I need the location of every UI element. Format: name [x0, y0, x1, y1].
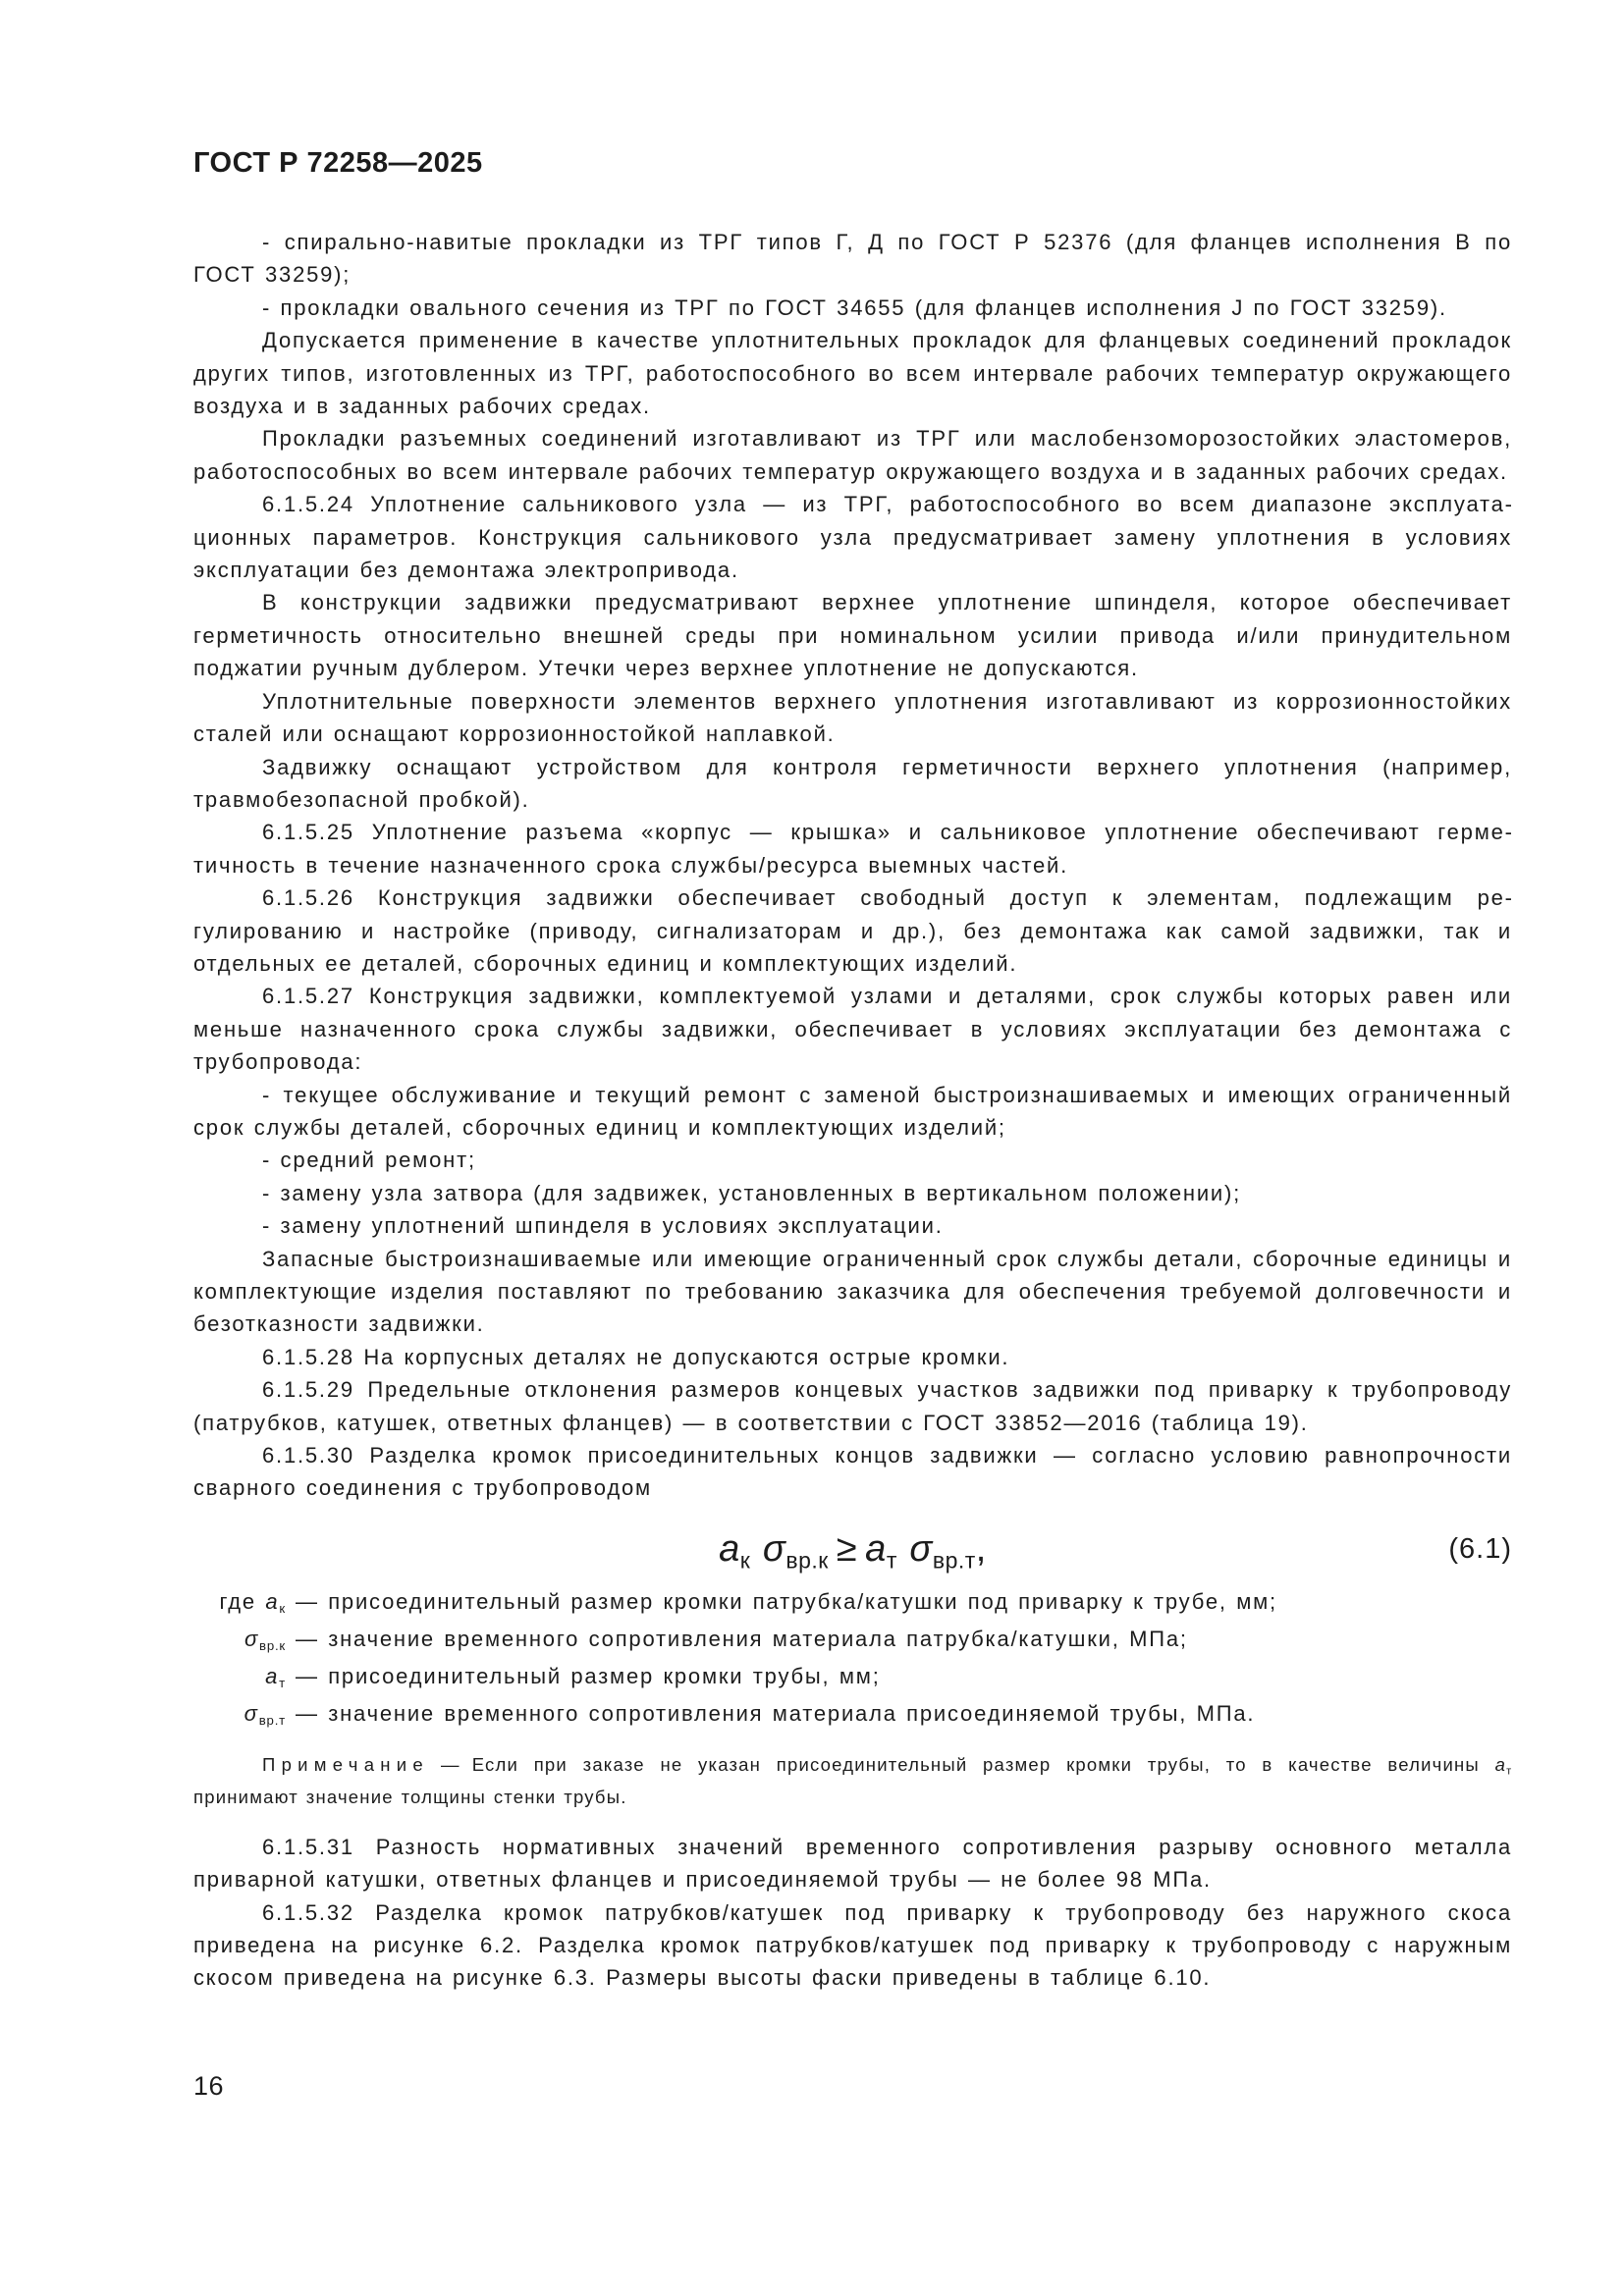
definition-subscript: т	[279, 1675, 286, 1690]
paragraph: - замену уплотнений шпинделя в условиях эксплуатации.	[262, 1213, 944, 1239]
note-subscript: т	[1506, 1765, 1512, 1778]
document-body	[193, 226, 1512, 1995]
definition-term	[193, 1658, 286, 1695]
paragraph: Уплотнительные поверхности элементов верхнего уплотнения изготавливают из коррозионностойких сталей или оснащают коррозионностойкой наплавкой.	[193, 688, 1512, 747]
note-text: Если при заказе не указан присоединительный размер кромки трубы, то в качестве величины	[471, 1753, 1495, 1775]
formula-var: σ	[762, 1527, 786, 1570]
formula-subscript: к	[739, 1547, 751, 1574]
formula-var: a	[719, 1527, 740, 1570]
paragraph: - текущее обслуживание и текущий ремонт с заменой быстроизнашиваемых и имеющих ограниченный срок службы деталей, сборочных единиц и комплектующих изделий;	[193, 1082, 1512, 1140]
definition-text: — присоединительный размер кромки патрубка/катушки под приварку к трубе, мм;	[296, 1588, 1277, 1614]
paragraph: - прокладки овального сечения из ТРГ по ГОСТ 34655 (для фланцев исполнения J по ГОСТ 33259).	[262, 294, 1447, 320]
definition-subscript: вр.т	[258, 1712, 286, 1728]
paragraph: 6.1.5.24 Уплотнение сальникового узла — из ТРГ, работоспособного во всем диапазоне эксплуатационных параметров. Конструкция сальникового узла предусматривает замену уплотнения в условиях эксплуатации без демонтажа электропривода.	[193, 492, 1512, 583]
definition-row	[193, 1621, 1512, 1658]
definition-symbol: σ	[244, 1626, 260, 1651]
definition-row	[193, 1658, 1512, 1695]
note-label: Примечание	[262, 1753, 429, 1775]
paragraph: 6.1.5.27 Конструкция задвижки, комплектуемой узлами и деталями, срок службы которых равен или меньше назначенного срока службы задвижки, обеспечивает в условиях эксплуатации без демонтажа с трубопровода:	[193, 984, 1512, 1075]
paragraph: 6.1.5.30 Разделка кромок присоединительных концов задвижки — согласно условию равнопрочности сварного соединения с трубопроводом	[193, 1443, 1512, 1501]
definition-subscript: к	[279, 1600, 286, 1616]
definition-text: — значение временного сопротивления материала патрубка/катушки, МПа;	[296, 1626, 1188, 1651]
formula-var: a	[865, 1527, 887, 1570]
paragraph: - средний ремонт;	[262, 1148, 476, 1173]
paragraph: Запасные быстроизнашиваемые или имеющие ограниченный срок службы детали, сборочные единицы и комплектующие изделия поставляют по требованию заказчика для обеспечения требуемой долговечности и безотказности задвижки.	[193, 1246, 1512, 1337]
paragraph: Задвижку оснащают устройством для контроля герметичности верхнего уплотнения (например, травмобезопасной пробкой).	[193, 754, 1512, 812]
formula	[719, 1527, 987, 1574]
paragraph: 6.1.5.28 На корпусных деталях не допускаются острые кромки.	[262, 1344, 1010, 1369]
definitions-list	[193, 1583, 1512, 1733]
definition-prefix: где	[219, 1588, 266, 1614]
note-dash: —	[440, 1753, 460, 1775]
definition-term	[193, 1695, 286, 1733]
paragraph: 6.1.5.32 Разделка кромок патрубков/катушек под приварку к трубопроводу без наружного скоса приведена на рисунке 6.2. Разделка кромок патрубков/катушек под приварку к трубопроводу с наружным скосом приведена на рисунке 6.3. Размеры высоты фаски приведены в таблице 6.10.	[193, 1899, 1512, 1991]
definition-symbol: a	[265, 1588, 280, 1614]
definition-symbol: σ	[244, 1700, 259, 1726]
paragraph: 6.1.5.29 Предельные отклонения размеров концевых участков задвижки под приварку к трубопроводу (патрубков, катушек, ответных фланцев) — в соответствии с ГОСТ 33852—2016 (таблица 19).	[193, 1377, 1512, 1435]
paragraph: 6.1.5.31 Разность нормативных значений временного сопротивления разрыву основного металла приварной катушки, ответных фланцев и присоединяемой трубы — не более 98 МПа.	[193, 1834, 1512, 1893]
formula-number: (6.1)	[1448, 1532, 1512, 1565]
definition-row	[193, 1583, 1512, 1621]
page-header: ГОСТ Р 72258—2025	[193, 147, 483, 179]
paragraph: Допускается применение в качестве уплотнительных прокладок для фланцевых соединений прокладок других типов, изготовленных из ТРГ, работоспособного во всем интервале рабочих температур окружающего воздуха и в заданных рабочих средах.	[193, 328, 1512, 419]
note-text: принимают значение толщины стенки трубы.	[193, 1786, 627, 1807]
paragraph: Прокладки разъемных соединений изготавливают из ТРГ или маслобензоморозостойких эластомеров, работоспособных во всем интервале рабочих температур окружающего воздуха и в заданных рабочих средах.	[193, 426, 1512, 484]
definition-term	[193, 1583, 286, 1621]
formula-subscript: вр.т	[932, 1547, 976, 1574]
formula-var: σ	[909, 1527, 933, 1570]
definition-symbol: a	[265, 1663, 280, 1688]
formula-subscript: т	[886, 1547, 897, 1574]
paragraph: - спирально-навитые прокладки из ТРГ типов Г, Д по ГОСТ Р 52376 (для фланцев исполнения В по ГОСТ 33259);	[193, 230, 1512, 288]
definition-text: — присоединительный размер кромки трубы, мм;	[296, 1663, 881, 1688]
definition-term	[193, 1621, 286, 1658]
formula-comma: ,	[975, 1527, 987, 1570]
paragraph: 6.1.5.26 Конструкция задвижки обеспечивает свободный доступ к элементам, подлежащим регулированию и настройке (приводу, сигнализаторам и др.), без демонтажа как самой задвижки, так и отдельных ее деталей, сборочных единиц и комплектующих изделий.	[193, 885, 1512, 976]
definition-subscript: вр.к	[259, 1637, 286, 1653]
formula-subscript: вр.к	[785, 1547, 829, 1574]
paragraph: 6.1.5.25 Уплотнение разъема «корпус — крышка» и сальниковое уплотнение обеспечивают герметичность в течение назначенного срока службы/ресурса выемных частей.	[193, 820, 1512, 878]
formula-block	[193, 1524, 1512, 1574]
note-symbol: a	[1494, 1753, 1507, 1775]
paragraph: В конструкции задвижки предусматривают верхнее уплотнение шпинделя, которое обеспечивает герметичность относительно внешней среды при номинальном усилии привода и/или принудительном поджатии ручным дублером. Утечки через верхнее уплотнение не допускаются.	[193, 590, 1512, 681]
definition-row	[193, 1695, 1512, 1733]
paragraph: - замену узла затвора (для задвижек, установленных в вертикальном положении);	[262, 1180, 1242, 1205]
greater-equal-sign: ≥	[836, 1527, 858, 1570]
page-number: 16	[193, 2071, 225, 2101]
note	[193, 1748, 1512, 1813]
definition-text: — значение временного сопротивления материала присоединяемой трубы, МПа.	[296, 1700, 1256, 1726]
